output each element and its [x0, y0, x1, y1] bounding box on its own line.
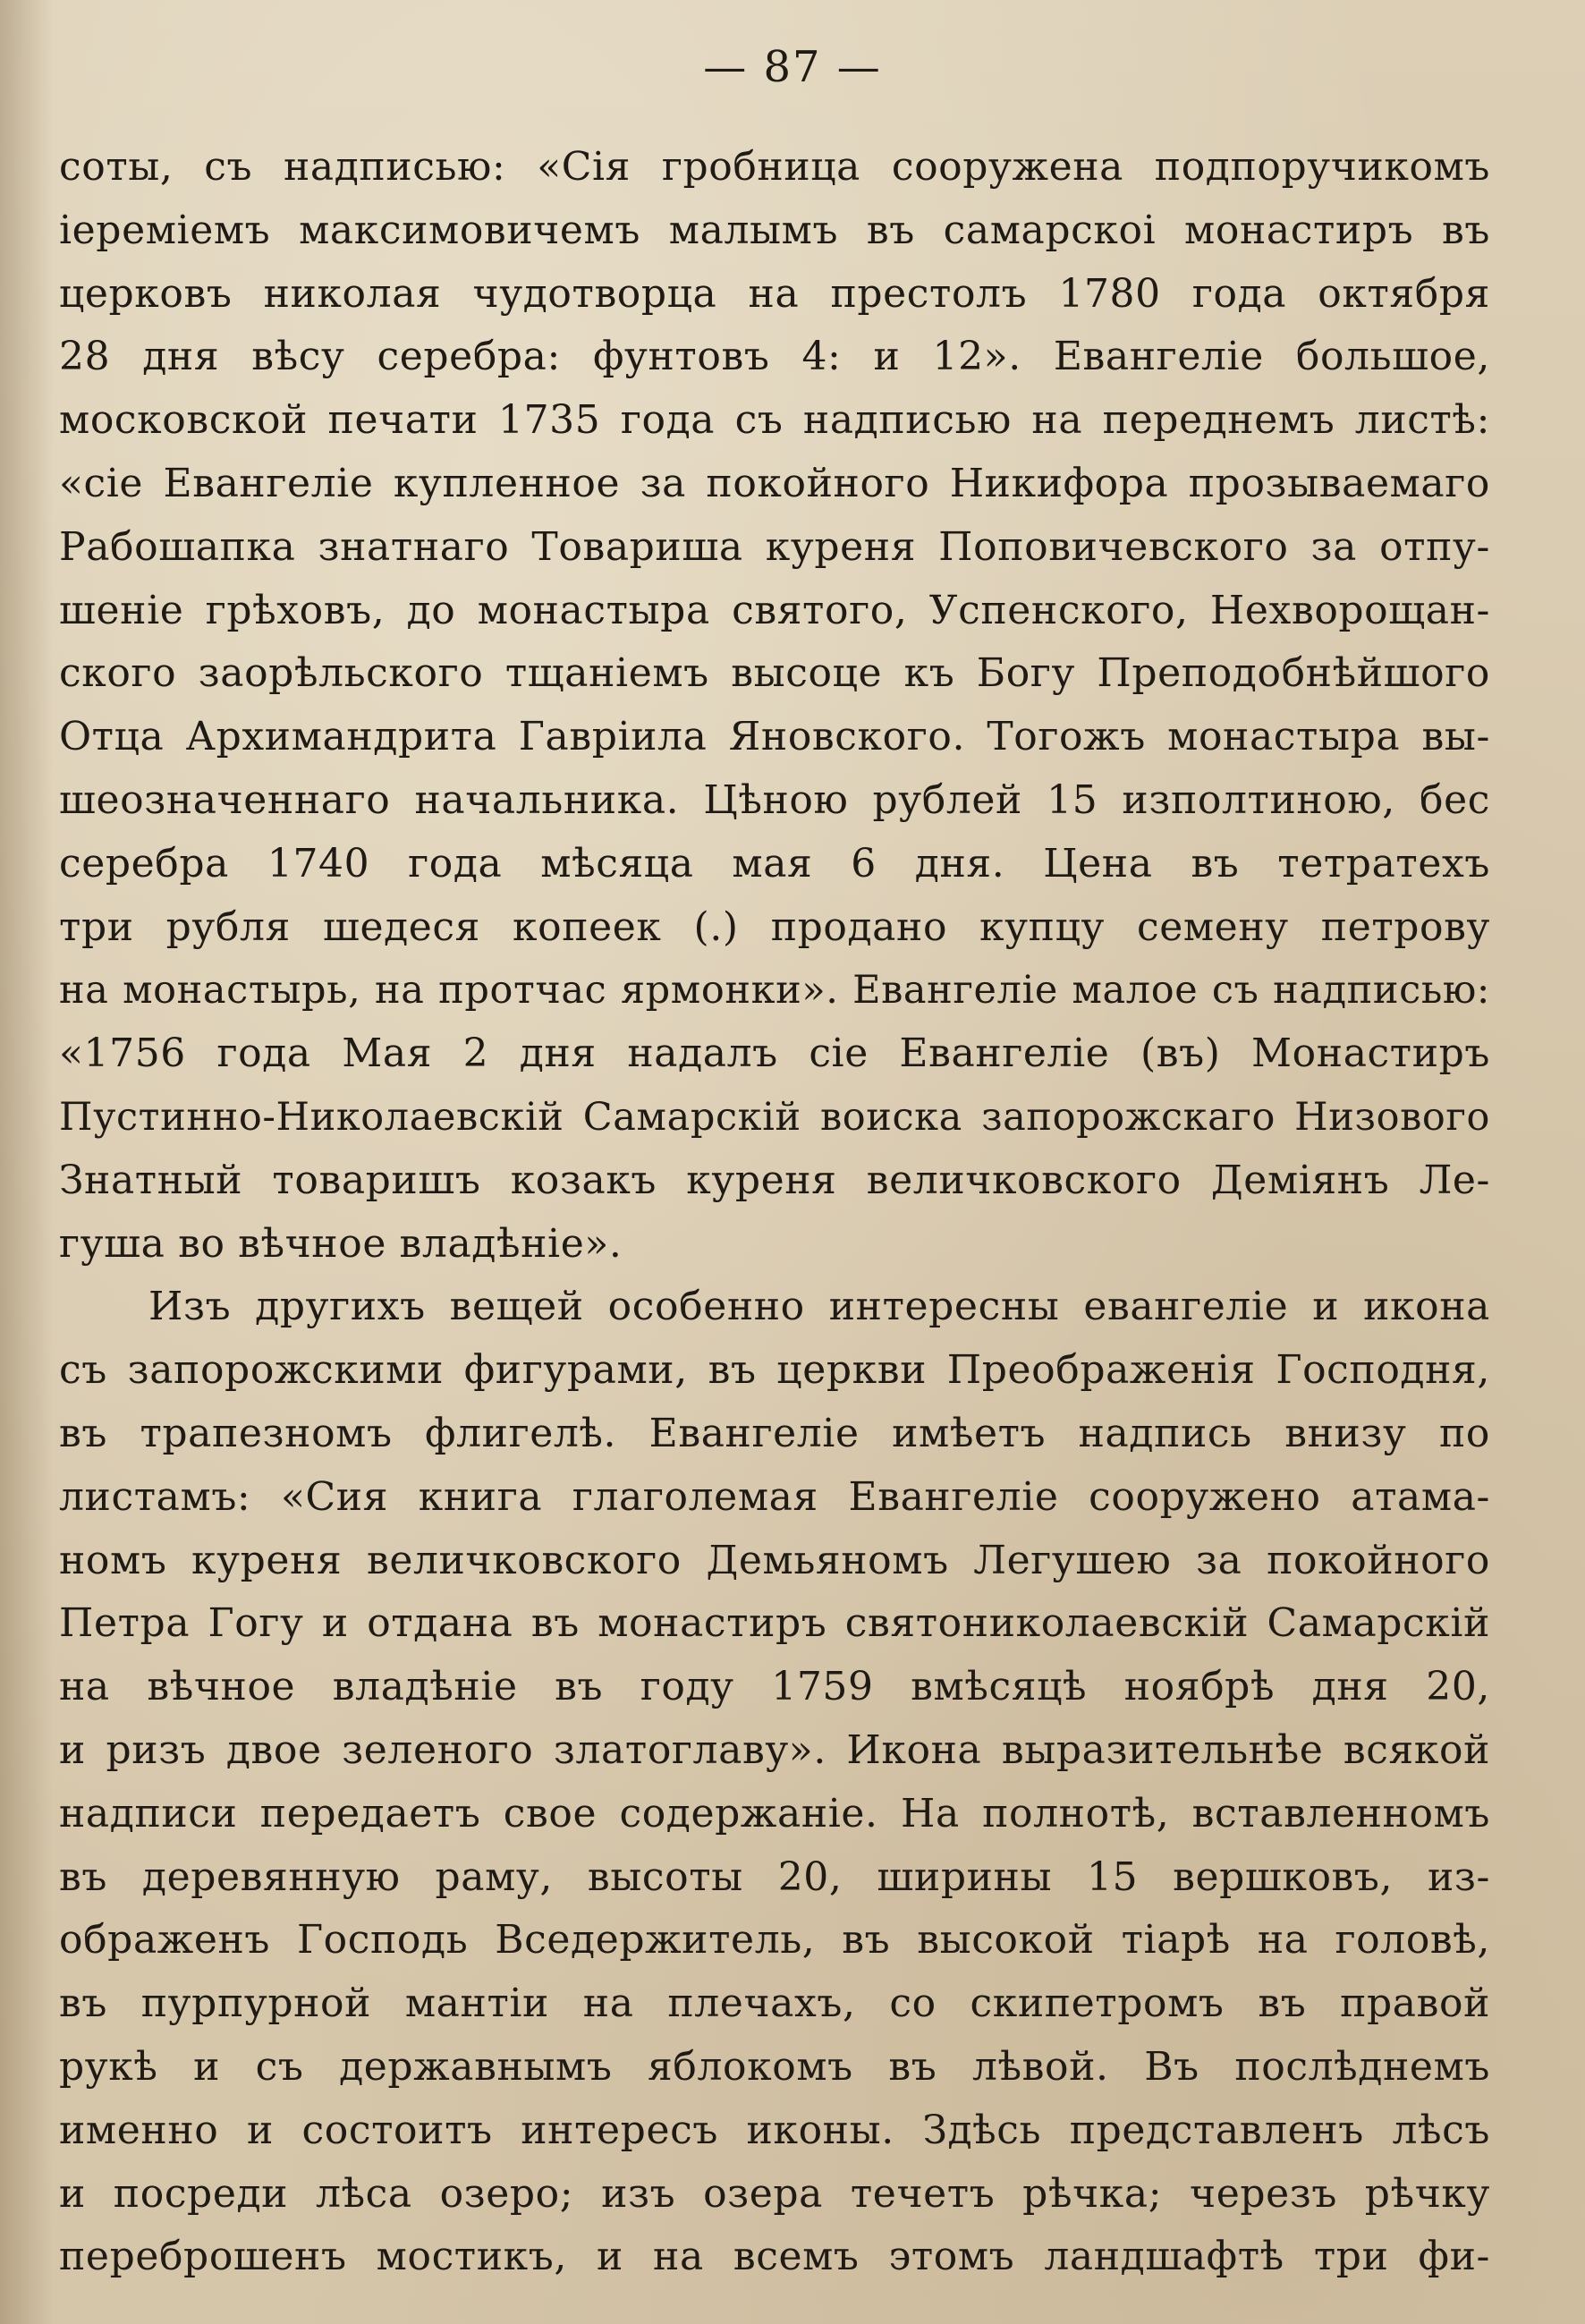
text-line: Пустинно-Николаевскій Самарскій воиска запорожскаго Низового	[59, 1094, 1490, 1140]
body-text	[59, 136, 1490, 2289]
text-line: церковъ николая чудотворца на престолъ 1780 года октября	[59, 270, 1490, 317]
page-number: — 87 —	[703, 42, 882, 92]
text-line: ображенъ Господь Вседержитель, въ высокой тіарѣ на головѣ,	[59, 1917, 1490, 1964]
text-line: номъ куреня величковского Демьяномъ Легушею за покойного	[59, 1537, 1490, 1583]
paragraph-first-line: Изъ другихъ вещей особенно интересны евангеліе и икона	[148, 1284, 1490, 1330]
text-line: московской печати 1735 года съ надписью на переднемъ листѣ:	[59, 397, 1490, 444]
text-line: надписи передаетъ свое содержаніе. На полнотѣ, вставленномъ	[59, 1790, 1490, 1836]
text-line: шеніе грѣховъ, до монастыра святого, Успенского, Нехворощан-	[59, 587, 1490, 633]
text-line: съ запорожскими фигурами, въ церкви Преображенія Господня,	[59, 1347, 1490, 1394]
text-line: и посреди лѣса озеро; изъ озера течетъ рѣчка; черезъ рѣчку	[59, 2170, 1490, 2217]
text-line: соты, съ надписью: «Сія гробница сооружена подпоручикомъ	[59, 144, 1490, 190]
text-line: серебра 1740 года мѣсяца мая 6 дня. Цена въ тетратехъ	[59, 840, 1490, 886]
text-line: «сіе Евангеліе купленное за покойного Никифора прозываемаго	[59, 460, 1490, 506]
text-line: шеозначеннаго начальника. Цѣною рублей 15 изполтиною, бес	[59, 776, 1490, 823]
text-line: ского заорѣльского тщаніемъ высоце къ Богу Преподобнѣйшого	[59, 650, 1490, 697]
text-line: іереміемъ максимовичемъ малымъ въ самарскоі монастиръ въ	[59, 207, 1490, 253]
text-line: рукѣ и съ державнымъ яблокомъ въ лѣвой. Въ послѣднемъ	[59, 2043, 1490, 2090]
text-line: и ризъ двое зеленого златоглаву». Икона выразительнѣе всякой	[59, 1726, 1490, 1773]
paragraph-last-line: гуша во вѣчное владѣніе».	[59, 1220, 623, 1267]
text-line: 28 дня вѣсу серебра: фунтовъ 4: и 12». Евангеліе большое,	[59, 334, 1490, 380]
text-line: листамъ: «Сия книга глаголемая Евангеліе сооружено атама-	[59, 1473, 1490, 1520]
text-line: Отца Архимандрита Гавріила Яновского. Тогожъ монастыра вы-	[59, 714, 1490, 760]
text-line: переброшенъ мостикъ, и на всемъ этомъ ландшафтѣ три фи-	[59, 2234, 1490, 2280]
text-line: «1756 года Мая 2 дня надалъ сіе Евангеліе (въ) Монастиръ	[59, 1031, 1490, 1077]
text-line: три рубля шедеся копеек (.) продано купцу семену петрову	[59, 903, 1490, 950]
text-line: на вѣчное владѣніе въ году 1759 вмѣсяцѣ ноябрѣ дня 20,	[59, 1664, 1490, 1710]
text-line: Рабошапка знатнаго Товариша куреня Поповичевского за отпу-	[59, 523, 1490, 570]
text-line: Петра Гогу и отдана въ монастиръ святониколаевскій Самарскій	[59, 1600, 1490, 1647]
text-line: на монастырь, на протчас ярмонки». Евангеліе малое съ надписью:	[59, 968, 1490, 1014]
text-line: въ пурпурной мантіи на плечахъ, со скипетромъ въ правой	[59, 1980, 1490, 2027]
text-line: въ трапезномъ флигелѣ. Евангеліе имѣетъ надпись внизу по	[59, 1410, 1490, 1456]
text-line: именно и состоитъ интересъ иконы. Здѣсь представленъ лѣсъ	[59, 2107, 1490, 2153]
text-line: Знатный товаришъ козакъ куреня величковского Деміянъ Ле-	[59, 1157, 1490, 1203]
text-line: въ деревянную раму, высоты 20, ширины 15 вершковъ, из-	[59, 1853, 1490, 1900]
